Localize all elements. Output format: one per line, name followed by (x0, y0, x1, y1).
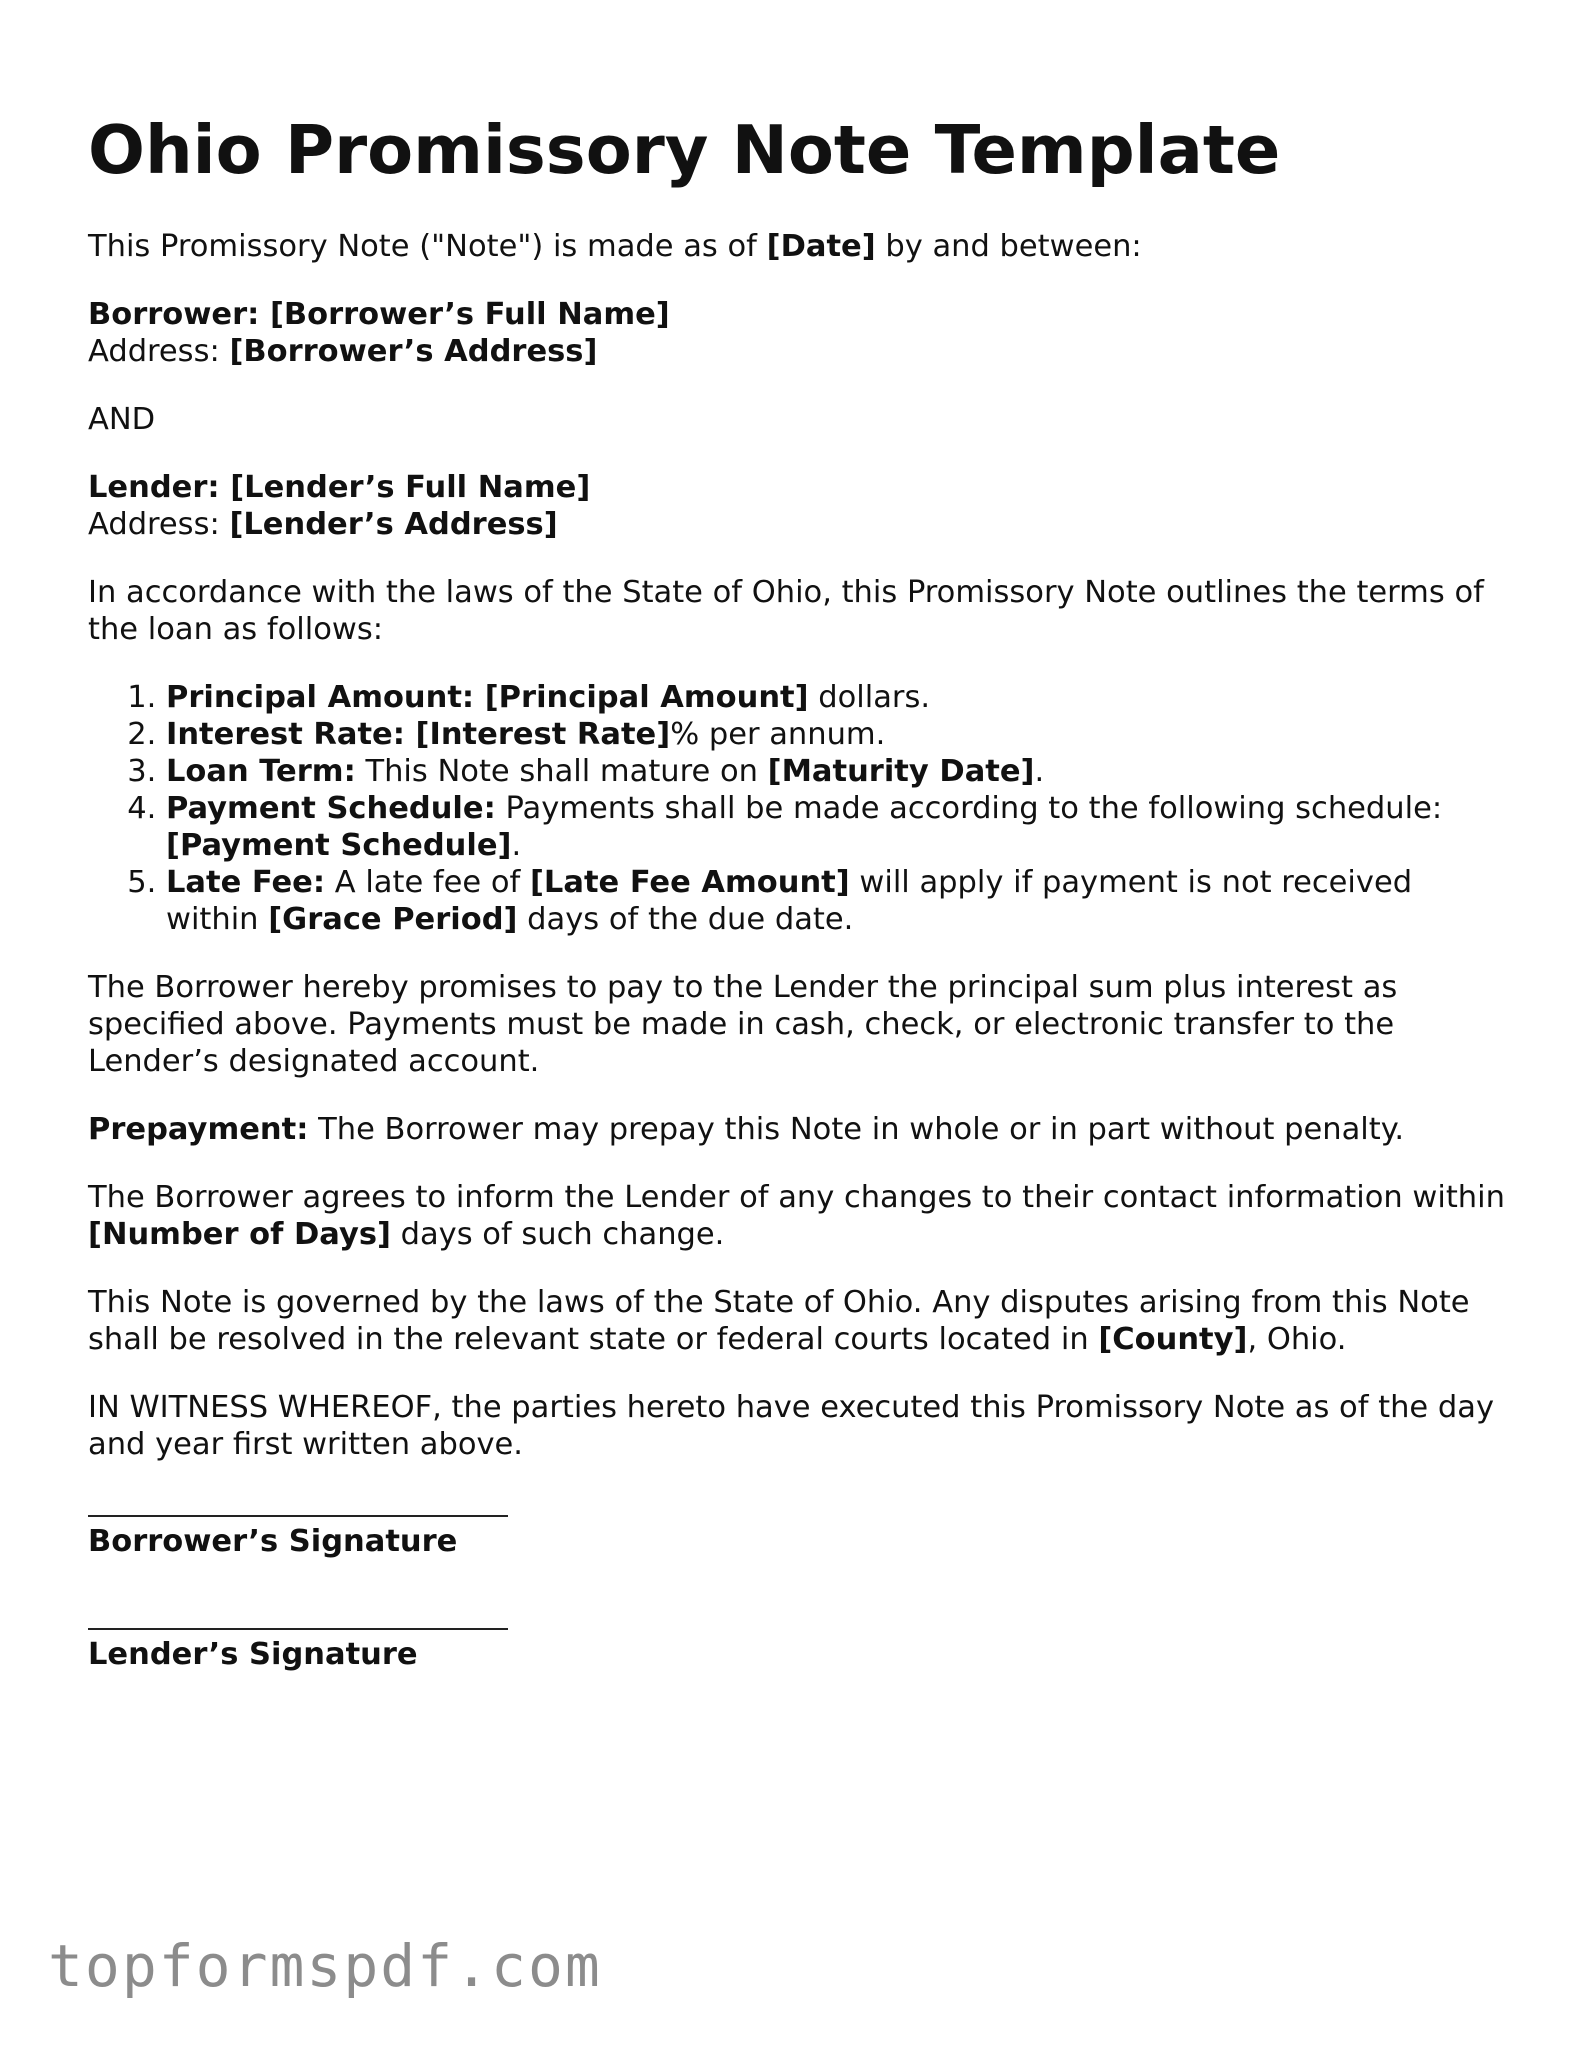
prepayment-text: The Borrower may prepay this Note in whole or in part without penalty. (308, 1112, 1405, 1147)
governing-law-paragraph (88, 1284, 1508, 1358)
contact-paragraph (88, 1179, 1508, 1253)
intro-paragraph (88, 228, 1508, 265)
governing-text: This Note is governed by the laws of the State of Ohio. Any disputes arising from this Note shall be resolved in the relevant state or federal courts located in (88, 1285, 1470, 1357)
promise-paragraph: The Borrower hereby promises to pay to the Lender the principal sum plus interest as specified above. Payments must be made in cash, check, or electronic transfer to the Lender’s designated account. (88, 970, 1398, 1079)
term-principal (166, 679, 1508, 716)
term-loan-term (166, 753, 1508, 790)
late-fee-placeholder: [Late Fee Amount] (529, 865, 850, 900)
intro-text: This Promissory Note ("Note") is made as of (88, 229, 767, 264)
days-placeholder: [Number of Days] (88, 1217, 391, 1252)
term-label: Late Fee: (166, 865, 326, 900)
term-interest (166, 716, 1508, 753)
prepayment-paragraph (88, 1111, 1508, 1148)
contact-text-end: days of such change. (390, 1217, 725, 1252)
borrower-signature-line[interactable] (88, 1515, 508, 1517)
borrower-block (88, 296, 1508, 370)
document-body (88, 228, 1508, 1673)
terms-list (88, 679, 1508, 938)
grace-period-placeholder: [Grace Period] (268, 902, 518, 937)
term-label: Interest Rate: [Interest Rate] (166, 717, 671, 752)
term-label: Loan Term: (166, 754, 356, 789)
date-placeholder: [Date] (766, 229, 876, 264)
term-text-end: . (511, 828, 522, 863)
term-late-fee (166, 864, 1508, 938)
term-text: Payments shall be made according to the following schedule: (495, 791, 1443, 826)
term-text: will apply if payment is not received within (166, 865, 1413, 937)
watermark-text: topformspdf.com (48, 1932, 602, 2000)
payment-schedule-placeholder: [Payment Schedule] (166, 828, 512, 863)
lender-address-placeholder: [Lender’s Address] (229, 507, 558, 542)
term-text-end: days of the due date. (517, 902, 854, 937)
lender-name-label: Lender: [Lender’s Full Name] (88, 470, 591, 505)
contact-text: The Borrower agrees to inform the Lender of any changes to their contact information within (88, 1180, 1505, 1215)
maturity-date-placeholder: [Maturity Date] (767, 754, 1035, 789)
intro-text-end: by and between: (875, 229, 1142, 264)
witness-paragraph: IN WITNESS WHEREOF, the parties hereto have executed this Promissory Note as of the day and year first written above. (88, 1390, 1494, 1462)
county-placeholder: [County] (1098, 1322, 1248, 1357)
lender-signature-label: Lender’s Signature (88, 1637, 418, 1672)
term-payment-schedule (166, 790, 1508, 864)
term-label: Principal Amount: [Principal Amount] (166, 680, 809, 715)
term-text: This Note shall mature on (355, 754, 768, 789)
lender-address-label: Address: (88, 507, 230, 542)
term-text: % per annum. (670, 717, 886, 752)
signature-section (88, 1515, 1508, 1673)
lender-block (88, 469, 1508, 543)
prepayment-label: Prepayment: (88, 1112, 309, 1147)
page-title: Ohio Promissory Note Template (88, 111, 1281, 189)
term-text-end: . (1034, 754, 1045, 789)
term-text: dollars. (808, 680, 931, 715)
borrower-signature-label: Borrower’s Signature (88, 1524, 458, 1559)
and-text: AND (88, 402, 156, 437)
lender-signature-line[interactable] (88, 1628, 508, 1630)
governing-text-end: , Ohio. (1247, 1322, 1347, 1357)
term-text: A late fee of (325, 865, 530, 900)
borrower-name-label: Borrower: [Borrower’s Full Name] (88, 297, 670, 332)
borrower-address-placeholder: [Borrower’s Address] (229, 334, 598, 369)
accordance-paragraph: In accordance with the laws of the State of Ohio, this Promissory Note outlines the terms of the loan as follows: (88, 575, 1484, 647)
term-label: Payment Schedule: (166, 791, 496, 826)
borrower-address-label: Address: (88, 334, 230, 369)
